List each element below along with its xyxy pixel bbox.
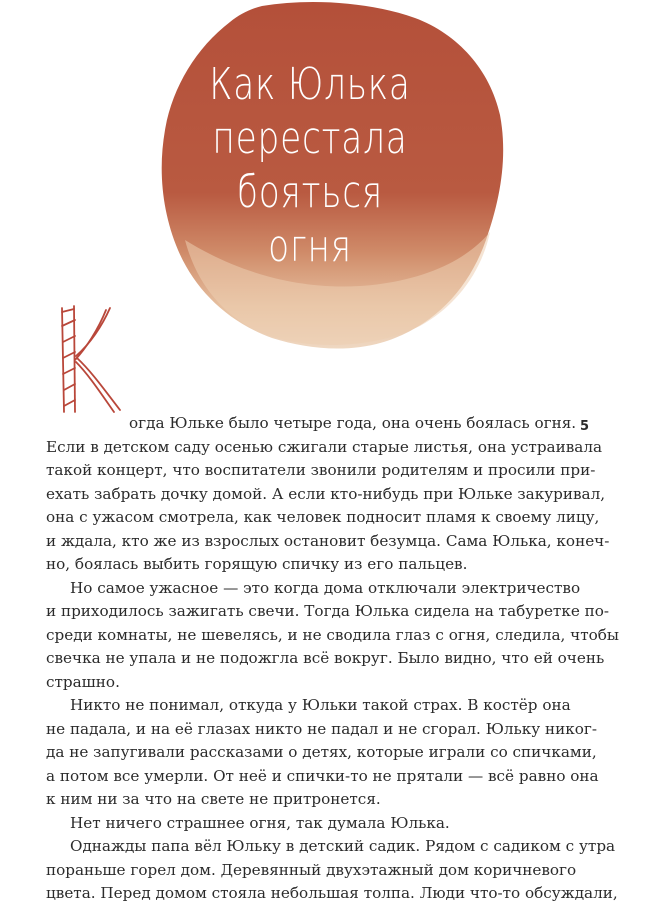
text-line: Однажды папа вёл Юльку в детский садик. Рядом с садиком с утра [70, 837, 616, 855]
text-line: Но самое ужасное — это когда дома отключали электричество [70, 578, 581, 597]
text-line: свечка не упала и не подожгла всё вокруг. Было видно, что ей очень [46, 649, 605, 667]
text-line: да не запугивали рассказами о детях, которые играли со спичками, [46, 743, 597, 761]
page-number: 5 [580, 419, 590, 434]
text-line: и приходилось зажигать свечи. Тогда Юлька сидела на табуретке по- [46, 602, 610, 620]
title-line-2: перестала [212, 113, 408, 164]
text-line: такой концерт, что воспитатели звонили родителям и просили при- [46, 461, 596, 479]
text-line: огда Юльке было четыре года, она очень боялась огня. [129, 414, 577, 432]
text-line: а потом все умерли. От неё и спички-то не прятали — всё равно она [46, 766, 599, 785]
text-line: Никто не понимал, откуда у Юльки такой страх. В костёр она [70, 696, 571, 714]
text-line: Нет ничего страшнее огня, так думала Юлька. [70, 813, 450, 832]
text-line: среди комнаты, не шевелясь, и не сводила глаз с огня, следила, чтобы [46, 625, 619, 644]
chapter-title [160, 58, 460, 274]
body-text [46, 412, 619, 906]
title-line-1: Как Юлька [209, 59, 411, 110]
text-line: к ним ни за что на свете не притронется. [46, 790, 381, 808]
title-line-3: бояться огня [236, 167, 384, 272]
text-line: страшно. [46, 672, 120, 691]
text-line: и ждала, кто же из взрослых остановит безумца. Сама Юлька, конеч- [46, 531, 610, 550]
text-line: она с ужасом смотрела, как человек подносит пламя к своему лицу, [46, 508, 600, 526]
text-line: ехать забрать дочку домой. А если кто-нибудь при Юльке закуривал, [46, 484, 606, 503]
drop-cap [40, 300, 130, 420]
text-line: не падала, и на её глазах никто не падал и не сгорал. Юльку никог- [46, 719, 597, 738]
text-line: но, боялась выбить горящую спичку из его пальцев. [46, 555, 468, 573]
text-line: Если в детском саду осенью сжигали старые листья, она устраивала [46, 437, 603, 456]
text-line: пораньше горел дом. Деревянный двухэтажный дом коричневого [46, 860, 577, 879]
text-line: цвета. Перед домом стояла небольшая толпа. Люди что-то обсуждали, [46, 884, 618, 902]
